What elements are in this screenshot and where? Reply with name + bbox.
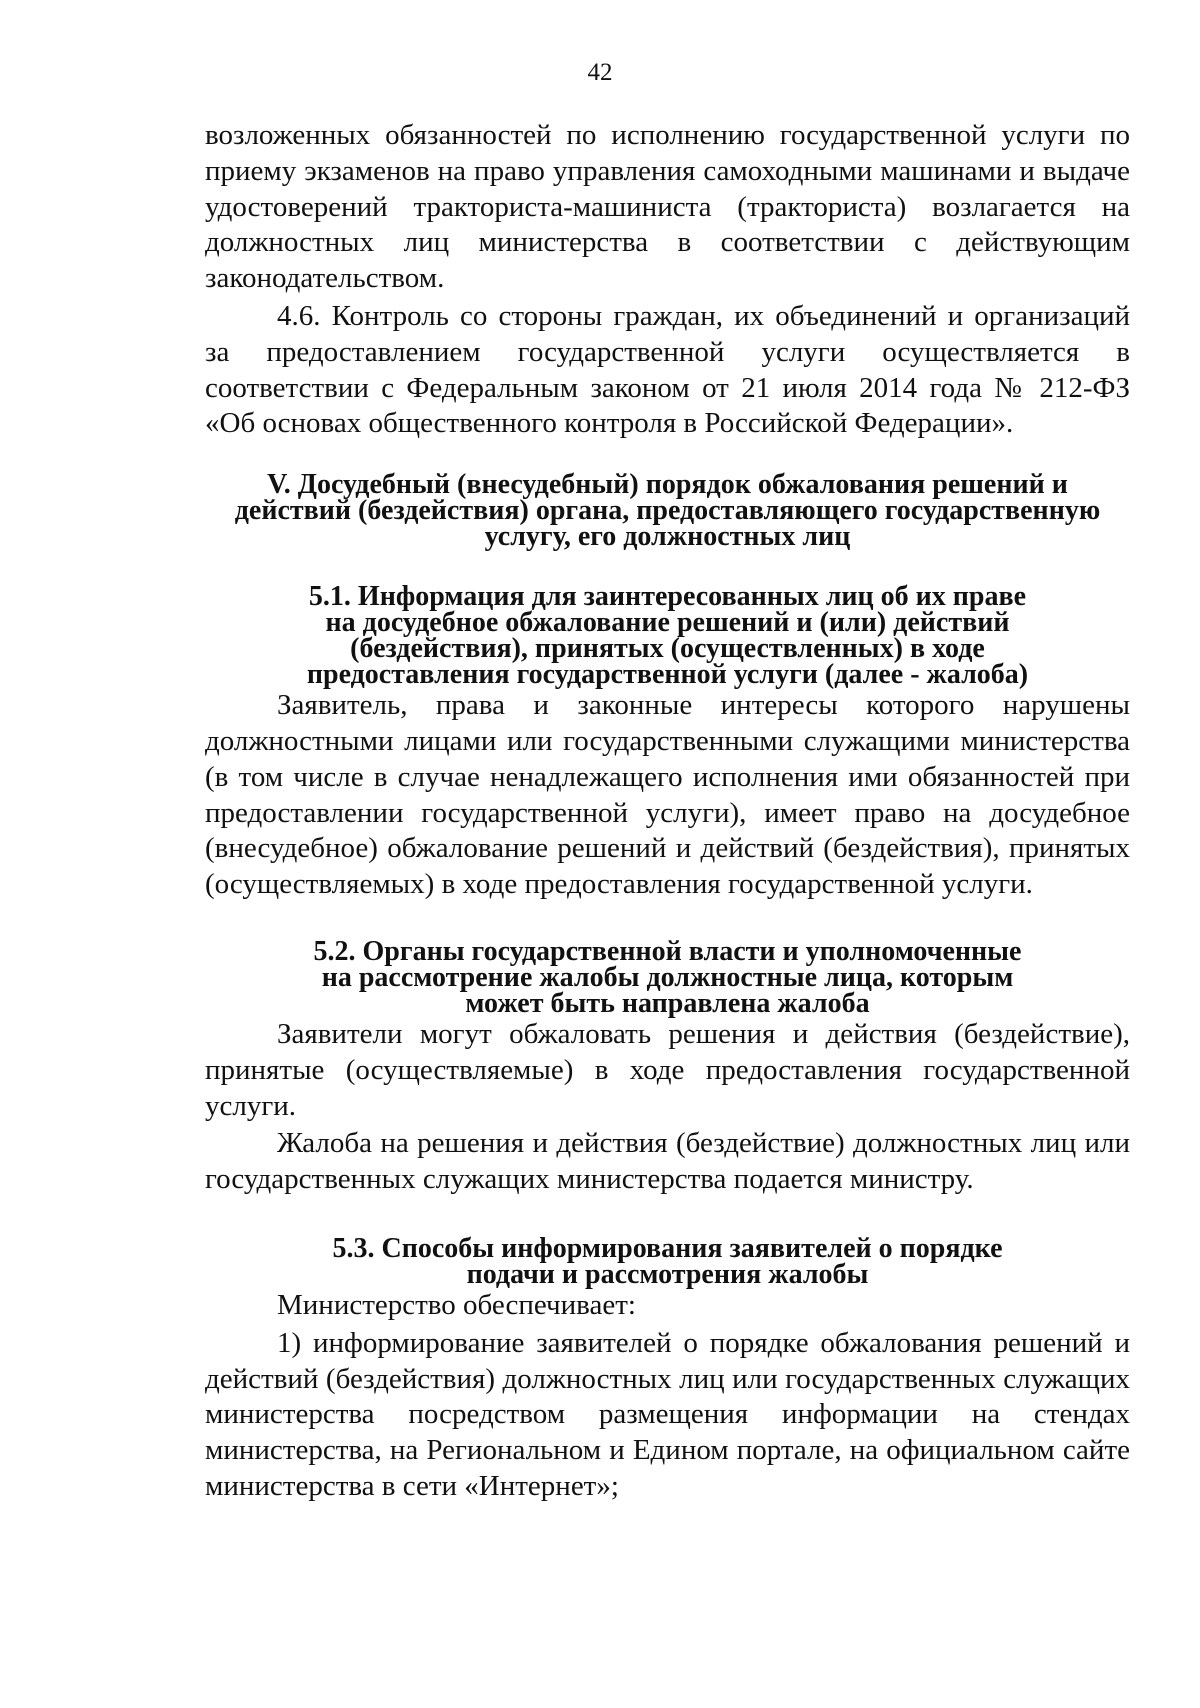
section-5-2-heading-line: 5.2. Органы государственной власти и уполномоченные xyxy=(313,935,1022,967)
paragraph-4-6: 4.6. Контроль со стороны граждан, их объединений и организаций за предоставлением государственной услуги осуществляется в соответствии с Федеральным законом от 21 июля 2014 года № 212-ФЗ «Об основах общественного контроля в Российской Федерации». xyxy=(205,299,1130,440)
section-5-3-heading-line: 5.3. Способы информирования заявителей о порядке xyxy=(332,1232,1003,1264)
section-5-2-paragraph: Жалоба на решения и действия (бездействие) должностных лиц или государственных служащих министерства подается министру. xyxy=(205,1127,1130,1196)
section-5-1-heading xyxy=(205,581,1130,691)
page-number: 42 xyxy=(587,59,613,86)
section-5-1-heading-line: (бездействия), принятых (осуществленных) в ходе xyxy=(350,633,985,665)
document-body xyxy=(205,118,1130,1505)
section-5-2-paragraph: Заявители могут обжаловать решения и действия (бездействие), принятые (осуществляемые) в ходе предоставления государственной услуги. xyxy=(205,1017,1130,1122)
section-5-2-heading-line: на рассмотрение жалобы должностные лица, которым xyxy=(321,961,1014,993)
section-5-3-heading-line: подачи и рассмотрения жалобы xyxy=(466,1258,869,1290)
section-5-1-heading-line: 5.1. Информация для заинтересованных лиц об их праве xyxy=(308,581,1027,613)
section-5-3-paragraph: Министерство обеспечивает: xyxy=(277,1288,636,1321)
section-v-heading xyxy=(205,469,1130,553)
section-v-heading-line: V. Досудебный (внесудебный) порядок обжалования решений и xyxy=(267,469,1068,501)
section-5-2-heading-line: может быть направлена жалоба xyxy=(465,987,870,1019)
paragraph-continuation: возложенных обязанностей по исполнению государственной услуги по приему экзаменов на право управления самоходными машинами и выдаче удостоверений тракториста-машиниста (тракториста) возлагается на должностных лиц министерства в соответствии с действующим законодательством. xyxy=(205,119,1130,295)
section-5-3-list-item: 1) информирование заявителей о порядке обжалования решений и действий (бездействия) должностных лиц или государственных служащих министерства посредством размещения информации на стендах министерства, на Региональном и Едином портале, на официальном сайте министерства в сети «Интернет»; xyxy=(205,1326,1130,1502)
section-5-1-paragraph: Заявитель, права и законные интересы которого нарушены должностными лицами или государственными служащими министерства (в том числе в случае ненадлежащего исполнения ими обязанностей при предоставлении государственной услуги), имеет право на досудебное (внесудебное) обжалование решений и действий (бездействия), принятых (осуществляемых) в ходе предоставления государственной услуги. xyxy=(205,689,1130,901)
section-5-1-heading-line: предоставления государственной услуги (далее - жалоба) xyxy=(306,659,1029,691)
section-v-heading-line: услугу, его должностных лиц xyxy=(484,521,851,553)
section-5-1-heading-line: на досудебное обжалование решений и (или) действий xyxy=(325,607,1010,639)
section-5-2-heading xyxy=(205,935,1130,1019)
section-v-heading-line: действий (бездействия) органа, предоставляющего государственную xyxy=(234,495,1101,527)
section-5-3-heading xyxy=(205,1232,1130,1290)
